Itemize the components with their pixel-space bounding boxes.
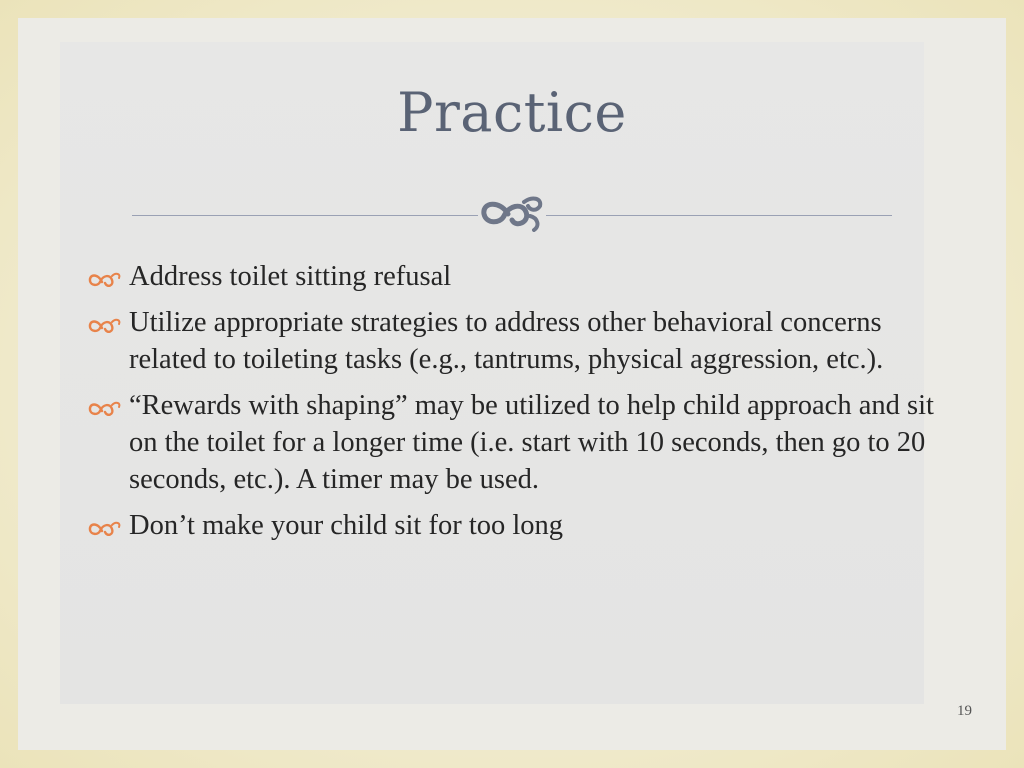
list-item [86,507,946,544]
orange-swirl-bullet-icon [88,399,122,417]
decorative-flourish-icon [478,192,546,232]
bullet-text: Address toilet sitting refusal [129,261,452,292]
bullet-list [86,258,946,553]
list-item [86,258,946,295]
bullet-text: “Rewards with shaping” may be utilized to help child approach and sit on the toilet for a longer time (i.e. start with 10 seconds, then go to 20 seconds, etc.). A timer may be used. [129,390,934,495]
bullet-text: Utilize appropriate strategies to address other behavioral concerns related to toileting tasks (e.g., tantrums, physical aggression, etc.). [129,307,884,375]
orange-swirl-bullet-icon [88,270,122,288]
title-divider [132,192,892,232]
bullet-text: Don’t make your child sit for too long [129,510,564,541]
page-number: 19 [957,703,972,719]
divider-line-left [132,215,478,216]
orange-swirl-bullet-icon [88,316,122,334]
slide-title: Practice [397,81,627,144]
divider-line-right [546,215,892,216]
orange-swirl-bullet-icon [88,519,122,537]
list-item [86,387,946,498]
list-item [86,304,946,378]
